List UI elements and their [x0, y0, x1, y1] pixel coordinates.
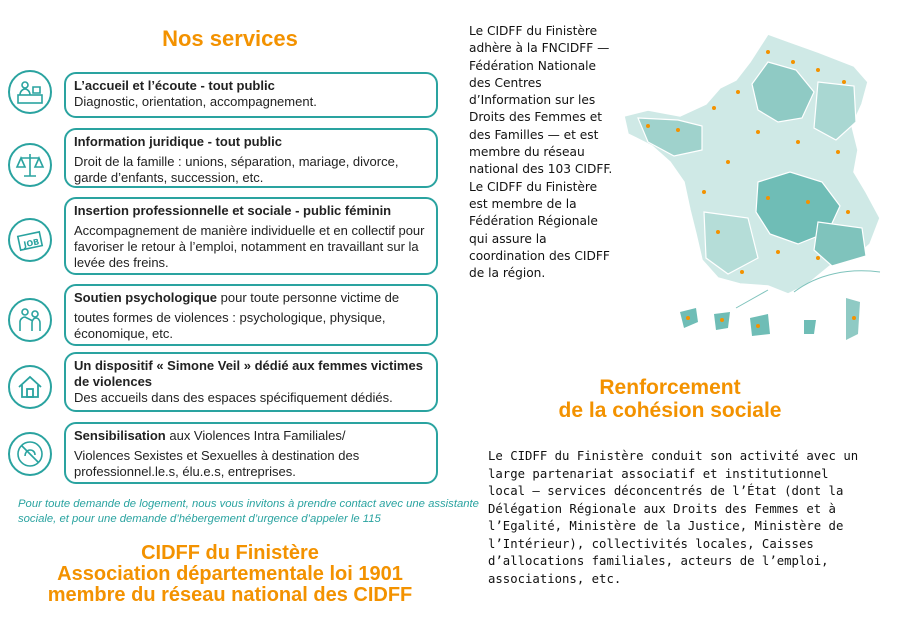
job-sign-icon — [8, 218, 52, 262]
service-psychological-support — [64, 284, 438, 346]
service-title-rest: aux Violences Intra Familiales/ — [165, 428, 346, 443]
reinforcement-text: Le CIDFF du Finistère conduit son activité avec un large partenariat associatif et institutionnel local — services déconcentrés de l’État (dont la Délégation Régionale aux Droits des Femmes et à l’Egalité, Ministère de la Justice, Ministère de l’Intérieur), collectivités locales, Caisses d’allocations familiales, acteurs de l’emploi, associations, etc. — [488, 449, 859, 586]
services-title: Nos services — [162, 26, 298, 51]
service-description: Droit de la famille : unions, séparation, mariage, divorce, garde d’enfants, succession, etc. — [74, 154, 399, 185]
reinforcement-title-line2: de la cohésion sociale — [558, 399, 782, 422]
service-legal-information — [64, 128, 438, 188]
service-title: Sensibilisation — [74, 428, 166, 443]
house-icon — [8, 365, 52, 409]
reception-desk-icon — [8, 70, 52, 114]
service-description: Diagnostic, orientation, accompagnement. — [74, 94, 317, 109]
service-description: toutes formes de violences : psychologique, physique, économique, etc. — [74, 310, 386, 341]
service-title: Soutien psychologique — [74, 290, 218, 305]
france-map-image — [618, 22, 898, 352]
service-professional-insertion — [64, 197, 438, 275]
federation-text: Le CIDFF du Finistère adhère à la FNCIDFF — Fédération Nationale des Centres d’Information sur les Droits des Femmes et des Familles — et est membre du réseau national des 103 CIDFF. Le CIDFF du Finistère est membre de la Fédération Régionale qui assure la coordination des CIDFF de la région. — [469, 24, 613, 281]
cidff-association-type: Association départementale loi 1901 — [57, 563, 403, 585]
service-description: Violences Sexistes et Sexuelles à destination des professionnel.le.s, élu.e.s, entreprises. — [74, 448, 360, 479]
service-title: L’accueil et l’écoute - tout public — [74, 78, 275, 93]
service-title-rest: pour toute personne victime de — [217, 290, 400, 305]
cidff-network: membre du réseau national des CIDFF — [47, 584, 413, 606]
reinforcement-title — [520, 376, 820, 422]
service-description: Des accueils dans des espaces spécifiquement dédiés. — [74, 390, 393, 405]
cidff-name: CIDFF du Finistère — [141, 542, 319, 564]
scales-of-justice-icon — [8, 143, 52, 187]
service-title: Un dispositif « Simone Veil » dédié aux femmes victimes de violences — [74, 358, 423, 389]
reinforcement-title-line1: Renforcement — [599, 376, 741, 399]
no-violence-icon — [8, 432, 52, 476]
housing-note: Pour toute demande de logement, nous vous invitons à prendre contact avec une assistante sociale, et pour une demande d’hébergement d’urgence d’appeler le 115 — [18, 498, 479, 525]
service-description: Accompagnement de manière individuelle et en collectif pour favoriser le retour à l’emploi, notamment en travaillant sur la levée des freins. — [74, 223, 425, 270]
service-title: Insertion professionnelle et sociale - public féminin — [74, 203, 392, 218]
cidff-identity — [0, 543, 460, 606]
svg-text:JOB: JOB — [22, 237, 41, 250]
service-title: Information juridique - tout public — [74, 134, 282, 149]
support-people-icon — [8, 298, 52, 342]
service-simone-veil — [64, 352, 438, 412]
service-awareness — [64, 422, 438, 484]
service-reception — [64, 72, 438, 118]
